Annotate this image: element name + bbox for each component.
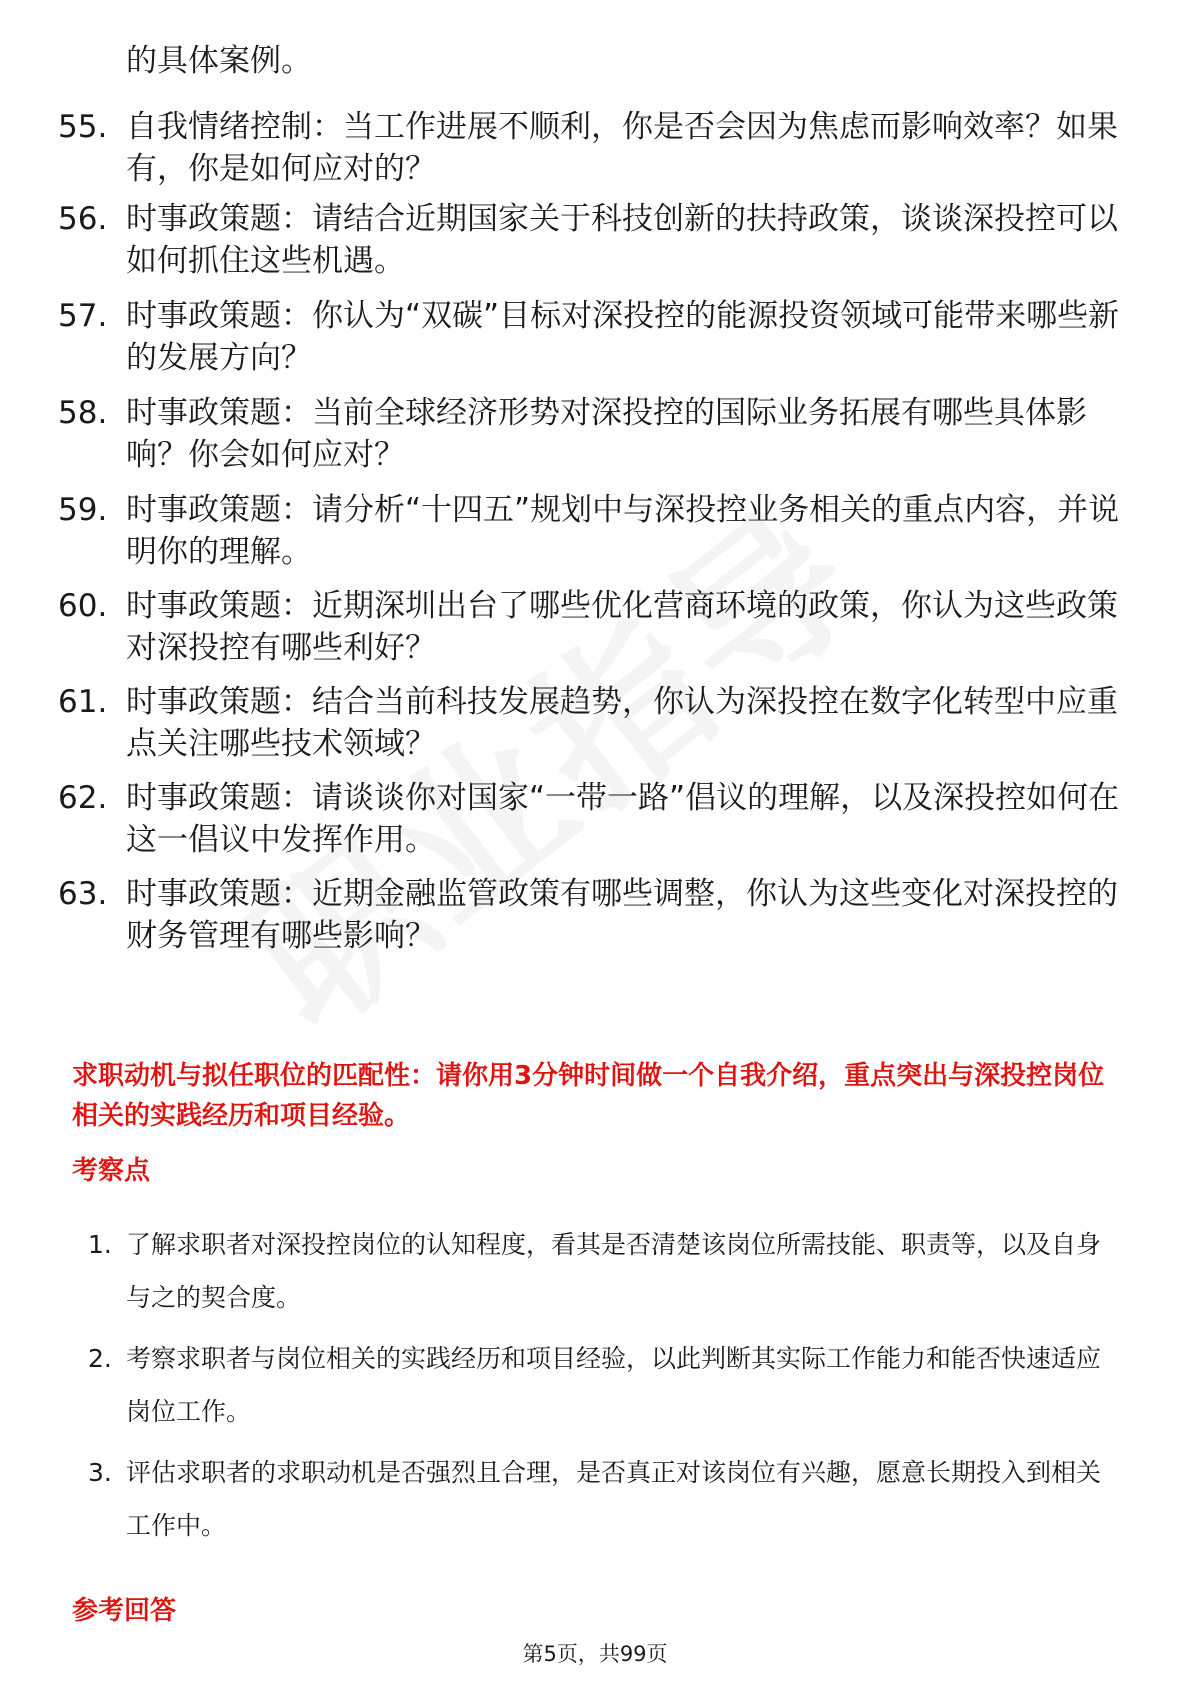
question-number: 58. [58, 395, 108, 431]
question-number: 63. [58, 876, 108, 912]
focus-point-text: 评估求职者的求职动机是否强烈且合理，是否真正对该岗位有兴趣，愿意长期投入到相关工作中。 [126, 1458, 1102, 1540]
page-footer: 第5页，共99页 [522, 1642, 668, 1666]
question-text: 时事政策题：请分析“十四五”规划中与深投控业务相关的重点内容，并说明你的理解。 [126, 492, 1120, 570]
focus-point-text: 考察求职者与岗位相关的实践经历和项目经验，以此判断其实际工作能力和能否快速适应岗位工作。 [126, 1344, 1102, 1426]
question-text: 时事政策题：你认为“双碳”目标对深投控的能源投资领域可能带来哪些新的发展方向？ [126, 298, 1120, 376]
answer-heading: 参考回答 [72, 1596, 177, 1626]
focus-point-number: 3. [88, 1458, 112, 1487]
continuation-text: 的具体案例。 [126, 43, 312, 79]
question-number: 62. [58, 780, 108, 816]
question-number: 61. [58, 684, 108, 720]
question-number: 57. [58, 298, 108, 334]
question-number: 60. [58, 588, 108, 624]
question-text: 时事政策题：请结合近期国家关于科技创新的扶持政策，谈谈深投控可以如何抓住这些机遇。 [126, 201, 1118, 279]
focus-heading: 考察点 [72, 1156, 151, 1186]
question-text: 自我情绪控制：当工作进展不顺利，你是否会因为焦虑而影响效率？如果有，你是如何应对的？ [126, 109, 1118, 187]
question-text: 时事政策题：近期深圳出台了哪些优化营商环境的政策，你认为这些政策对深投控有哪些利好？ [126, 588, 1118, 666]
question-number: 56. [58, 201, 108, 237]
focus-point-number: 2. [88, 1344, 112, 1373]
question-text: 时事政策题：近期金融监管政策有哪些调整，你认为这些变化对深投控的财务管理有哪些影响？ [126, 876, 1118, 954]
focus-point-text: 了解求职者对深投控岗位的认知程度，看其是否清楚该岗位所需技能、职责等，以及自身与之的契合度。 [126, 1230, 1102, 1312]
section-title: 求职动机与拟任职位的匹配性：请你用3分钟时间做一个自我介绍，重点突出与深投控岗位相关的实践经历和项目经验。 [72, 1061, 1105, 1131]
question-number: 55. [58, 109, 108, 145]
focus-point-number: 1. [88, 1230, 112, 1259]
question-number: 59. [58, 492, 108, 528]
question-text: 时事政策题：结合当前科技发展趋势，你认为深投控在数字化转型中应重点关注哪些技术领域？ [126, 684, 1118, 762]
question-text: 时事政策题：请谈谈你对国家“一带一路”倡议的理解，以及深投控如何在这一倡议中发挥作用。 [126, 780, 1120, 858]
question-text: 时事政策题：当前全球经济形势对深投控的国际业务拓展有哪些具体影响？你会如何应对？ [126, 395, 1087, 473]
